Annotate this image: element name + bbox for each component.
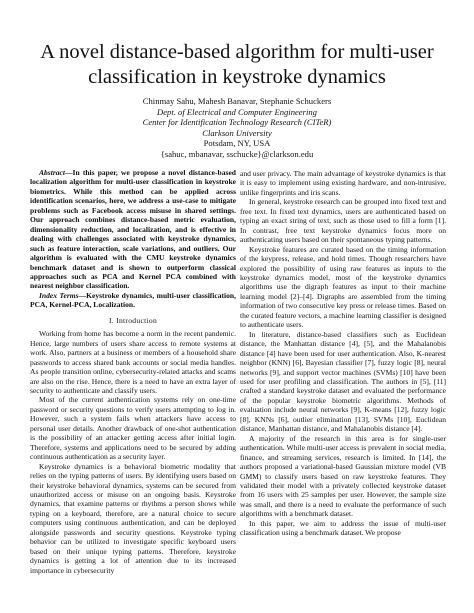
affiliation-center: Center for Identification Technology Research (CITeR) xyxy=(142,117,332,128)
body-paragraph: Keystroke features are curated based on the timing information of the keypress, release, and hold times. Though researchers have explored the possibility of using raw features as inputs to the keystroke dynamics model, most of the keystroke dynamics algorithms use the digraph features as input to their machine learning model [2]–[4]. Digraphs are assembled from the timing information of two consecutive key press or release times. Based on the curated feature vectors, a machine learning classifier is designed to authenticate users. xyxy=(240,244,446,330)
author-names: Chinmay Sahu, Mahesh Banavar, Stephanie Schuckers xyxy=(142,96,332,106)
abstract-text: —In this paper, we propose a novel distance-based localization algorithm for multi-user classification in keystroke biometrics. While this method can be applied across identification scenarios, here, we address a use-case to mitigate problems such as Facebook access misuse in shared settings. Our approach combines distance-based metric evaluation, dimensionality reduction, and localization, and is effective in dealing with challenges associated with keystroke dynamics, such as feature interaction, scale variations, and outliers. Our algorithm is evaluated with the CMU keystroke dynamics benchmark dataset and is shown to outperform classical approaches such as PCA and Kernel PCA combined with nearest neighbor classification. xyxy=(30,168,236,291)
abstract xyxy=(30,168,236,291)
index-terms-label: Index Terms xyxy=(39,290,79,300)
body-paragraph: A majority of the research in this area is for single-user authentication. While multi-user access is prevalent in social media, finance, and streaming services, research is limited. In [14], the authors proposed a variational-based Gaussian mixture model (VB GMM) to classify users based on raw keystroke features. They validated their model with a privately collected keystroke dataset from 16 users with 25 samples per user. However, the sample size was small, and there is a need to evaluate the performance of such algorithms with a benchmark dataset. xyxy=(240,433,446,519)
body-paragraph: In general, keystroke research can be grouped into fixed text and free text. In fixed text dynamics, users are authenticated based on typing an exact string of text, such as those used to fill a form [1]. In contrast, free text keystroke dynamics focus more on authenticating users based on their spontaneous typing patterns. xyxy=(240,197,446,245)
abstract-label: Abstract xyxy=(39,168,65,177)
body-paragraph: In literature, distance-based classifiers such as Euclidean distance, the Manhattan distance [4], [5], and the Mahalanobis distance [4] have been used for user authentication. Also, K-nearest neighbor (KNN) [6], Bayesian classifier [7], fuzzy logic [8], neural networks [9], and support vector machines (SVMs) [10] have been used for user profiling and classification. The authors in [5], [11] crafted a standard keystroke dataset and evaluated the performance of the popular keystroke biometric algorithms. Methods of evaluation include neural networks [9], K-means [12], fuzzy logic [8], KNNs [6], outlier elimination [13], SVMs [10], Euclidean distance, Manhattan distance, and Mahalanobis distance [4]. xyxy=(240,329,446,434)
author-emails: {sahuc, mbanavar, sschucke}@clarkson.edu xyxy=(160,148,314,159)
author-block xyxy=(20,96,454,160)
affiliation-department: Dept. of Electrical and Computer Engineering xyxy=(157,106,317,117)
paper-title: A novel distance-based algorithm for multi-user classification in keystroke dynamics xyxy=(40,41,434,88)
intro-paragraph: Keystroke dynamics is a behavioral biometric modality that relies on the typing patterns of users. By identifying users based on their keystroke behavioral dynamics, systems can be secured from unauthorized access or misuse on an ongoing basis. Keystroke dynamics, that examine patterns or rhythms a person shows while typing on a keyboard, therefore, are a natural choice to secure computers using continuous authentication, and can be deployed alongside passwords and security questions. Keystroke typing behavior can be utilized to investigate specific keyboard users based on their unique typing patterns. Therefore, keystroke dynamics is getting a lot of attention due to its increased importance in cybersecurity xyxy=(30,461,236,575)
body-paragraph: and user privacy. The main advantage of keystroke dynamics is that it is easy to implement using existing hardware, and non-intrusive, unlike fingerprints and iris scans. xyxy=(240,169,446,197)
left-column xyxy=(30,168,236,575)
intro-paragraph: Working from home has become a norm in the recent pandemic. Hence, large numbers of users share access to remote systems at work. Also, partners at a business or members of a household share passwords to access shared bank accounts or social media handles. As people transition online, cybersecurity-related attacks and scams are also on the rise. Hence, there is a need to have an extra layer of security to authenticate and classify users. xyxy=(30,329,236,395)
intro-paragraph: Most of the current authentication systems rely on one-time password or security questions to verify users attempting to log in. However, such a system fails when attackers have access to personal user details. Another drawback of one-shot authentication is the possibility of an attacker getting access after initial login. Therefore, systems and applications need to be secured by adding continuous authentication as a security layer. xyxy=(30,395,236,462)
index-terms-text: —Keystroke dynamics, multi-user classification, PCA, Kernel-PCA, Localization. xyxy=(30,290,236,310)
section-heading-introduction: I. Introduction xyxy=(108,315,158,325)
body-paragraph: In this paper, we aim to address the issue of multi-user classification using a benchmark dataset. We propose xyxy=(240,518,446,538)
right-column xyxy=(240,169,446,538)
author-location: Potsdam, NY, USA xyxy=(203,138,271,149)
index-terms xyxy=(30,291,236,310)
affiliation-university: Clarkson University xyxy=(202,127,272,138)
